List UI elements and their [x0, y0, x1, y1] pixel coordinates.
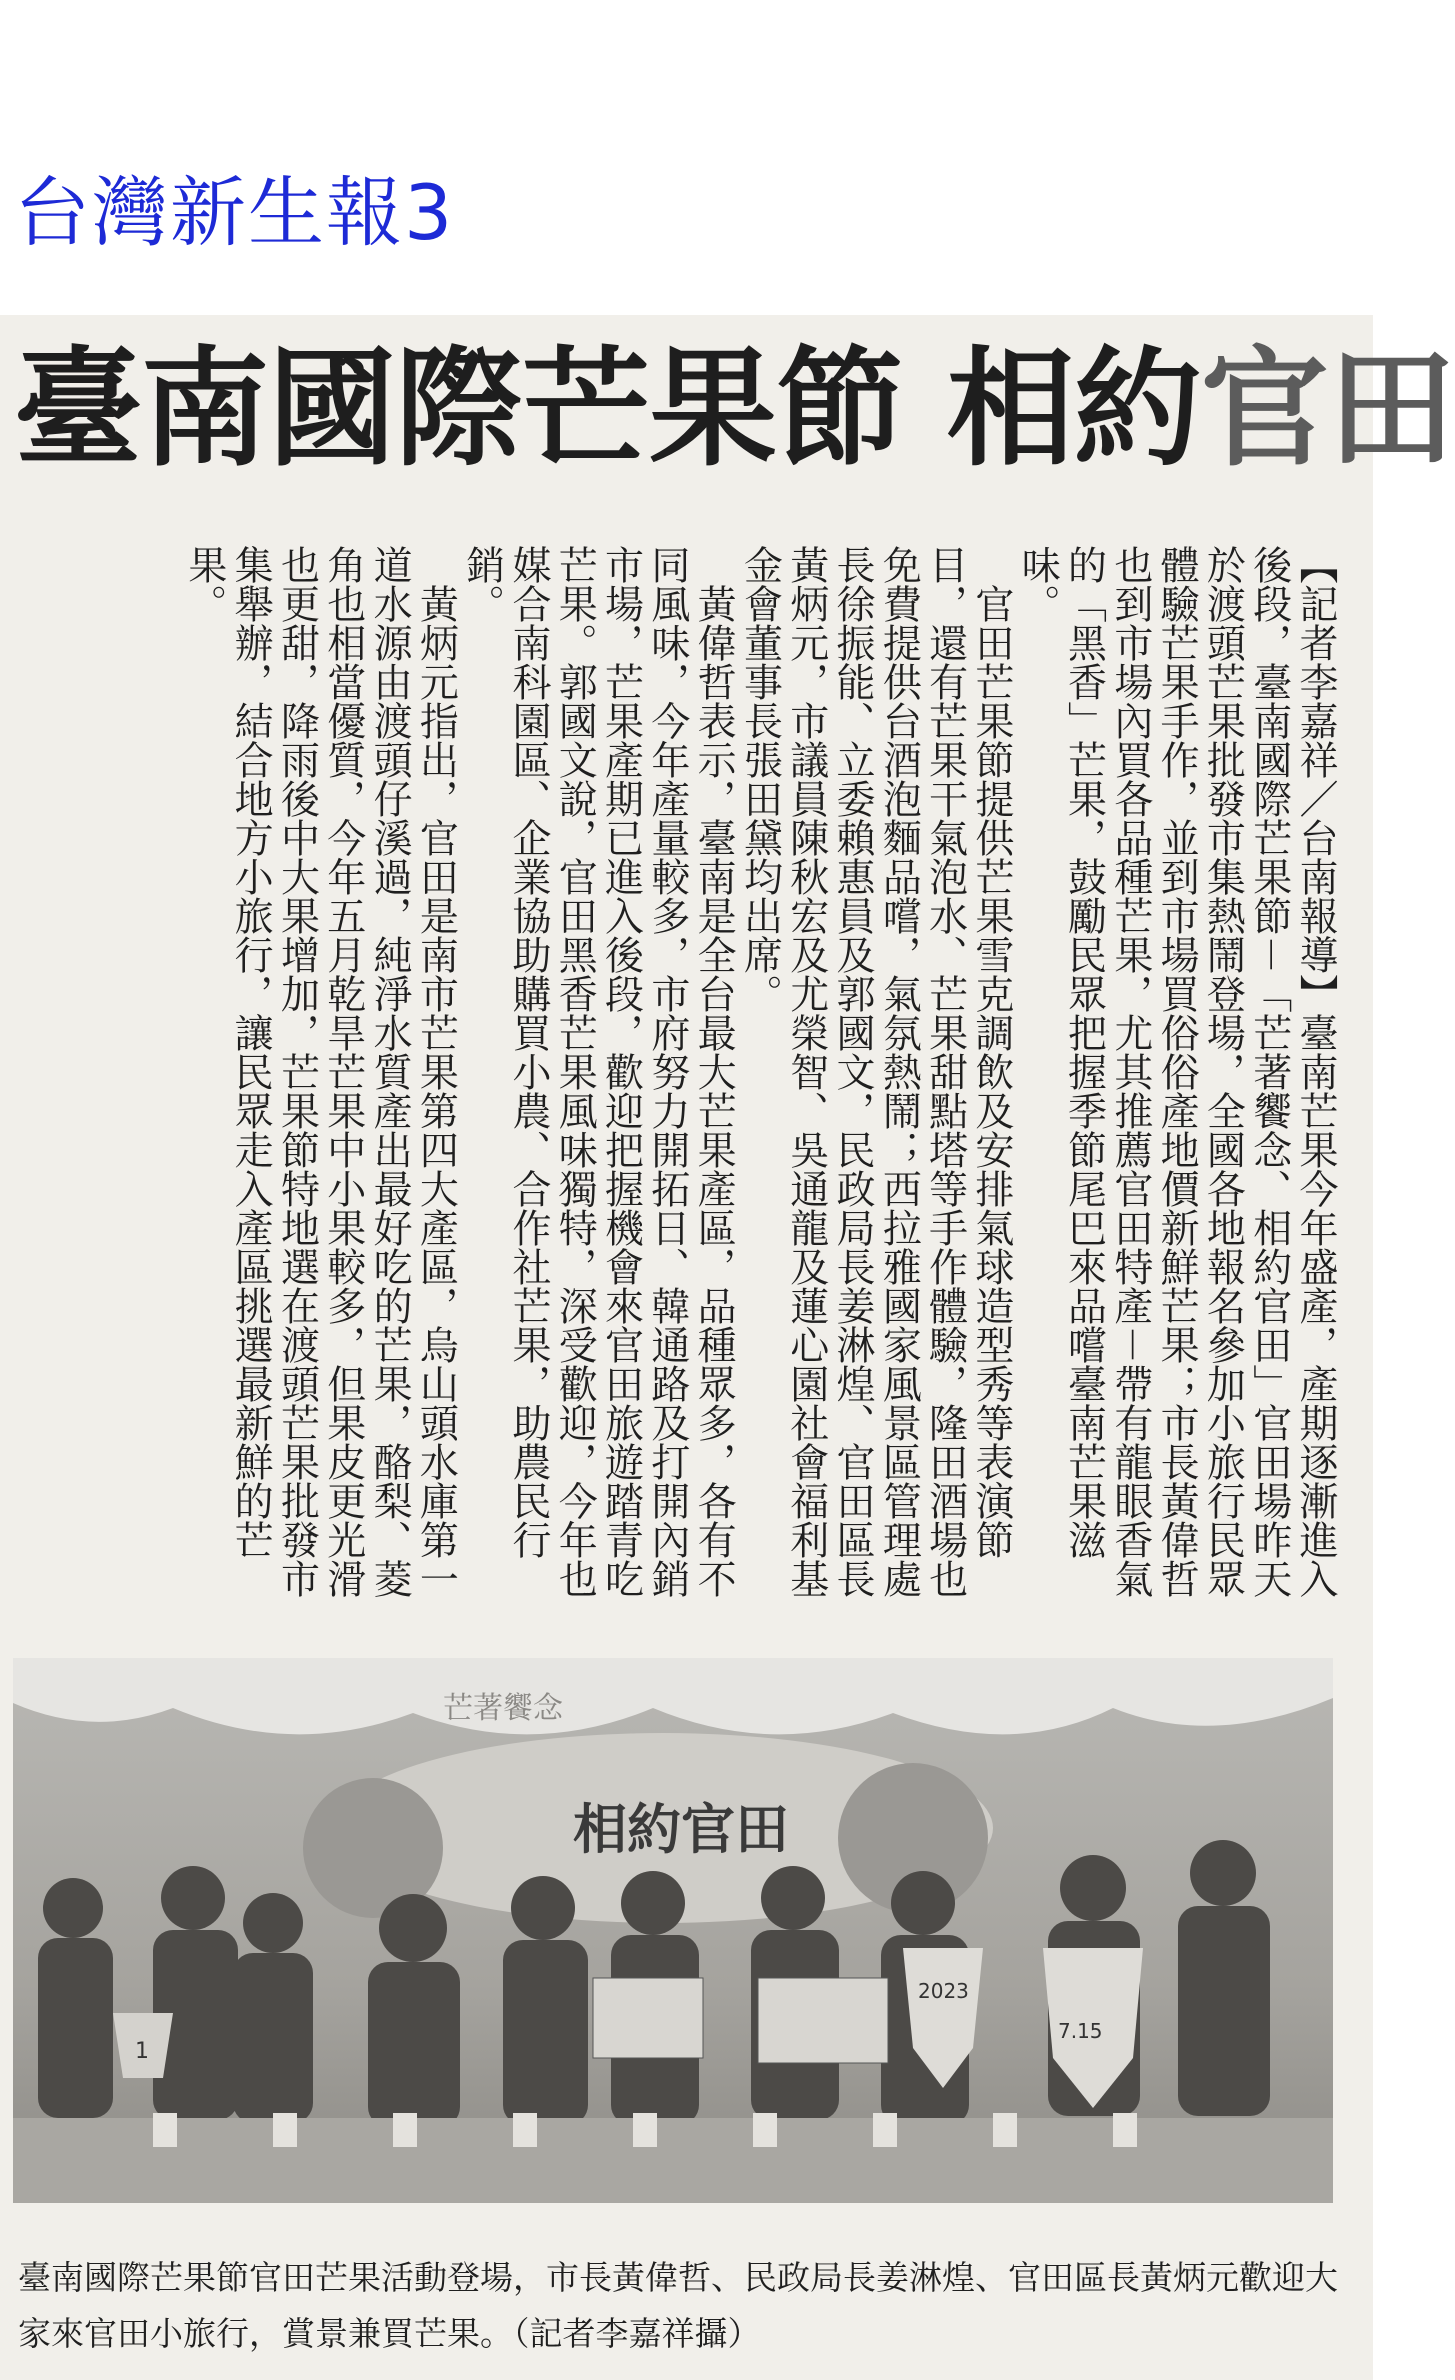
- article-body: [13, 545, 1338, 1630]
- article-headline: [14, 330, 1455, 495]
- headline-accent: 官田: [1200, 335, 1455, 484]
- event-photo: [13, 1658, 1333, 2203]
- newspaper-source-label: 台灣新生報3: [14, 168, 455, 257]
- headline-main: 臺南國際芒果節 相約: [14, 335, 1201, 484]
- article-paragraph-4: 黃炳元指出，官田是南市芒果第四大產區，烏山頭水庫第一道水源由渡頭仔溪過，純淨水質產出最好吃的芒果，酪梨、菱角也相當優質，今年五月乾旱芒果中小果較多，但果皮更光滑也更甜，降雨後中大果增加，芒果節特地選在渡頭芒果批發市集舉辦，結合地方小旅行，讓民眾走入產區挑選最新鮮的芒果。: [181, 545, 459, 1598]
- event-photo-illustration: [13, 1658, 1333, 2203]
- poster-date: 7.15: [1058, 2019, 1103, 2043]
- trophy-number: 1: [135, 2039, 149, 2064]
- poster-year: 2023: [918, 1979, 969, 2003]
- article-paragraph-1: 【記者李嘉祥／台南報導】臺南芒果今年盛產，產期逐漸進入後段，臺南國際芒果節－「芒著饗念、相約官田」官田場昨天於渡頭芒果批發市集熱鬧登場，全國各地報名參加小旅行民眾體驗芒果手作，並到市場買俗俗產地價新鮮芒果；市長黃偉哲也到市場內買各品種芒果，尤其推薦官田特產－帶有龍眼香氣的「黑香」芒果，鼓勵民眾把握季節尾巴來品嚐臺南芒果滋味。: [1015, 545, 1338, 1598]
- mango-box-left: [593, 1978, 703, 2058]
- mango-box-right: [758, 1978, 888, 2063]
- article-paragraph-3: 黃偉哲表示，臺南是全台最大芒果產區，品種眾多，各有不同風味，今年產量較多，市府努力開拓日、韓通路及打開內銷市場，芒果產期已進入後段，歡迎把握機會來官田旅遊踏青吃芒果。郭國文說，官田黑香芒果風味獨特，深受歡迎，今年也媒合南科園區、企業協助購買小農、合作社芒果，助農民行銷。: [459, 545, 737, 1598]
- sign-text: 芒著饗念: [443, 1691, 563, 1726]
- photo-caption: 臺南國際芒果節官田芒果活動登場，市長黃偉哲、民政局長姜淋煌、官田區長黃炳元歡迎大家來官田小旅行，賞景兼買芒果。（記者李嘉祥攝）: [18, 2258, 1338, 2353]
- banner-text: 相約官田: [573, 1798, 789, 1861]
- tent-canopy: [13, 1658, 1333, 1734]
- article-paragraph-2: 官田芒果節提供芒果雪克調飲及安排氣球造型秀等表演節目，還有芒果干氣泡水、芒果甜點塔等手作體驗，隆田酒場也免費提供台酒泡麵品嚐，氣氛熱鬧；西拉雅國家風景區管理處長徐振能、立委賴惠員及郭國文，民政局長姜淋煌、官田區長黃炳元，市議員陳秋宏及尤榮智、吳通龍及蓮心園社會福利基金會董事長張田黛均出席。: [737, 545, 1014, 1598]
